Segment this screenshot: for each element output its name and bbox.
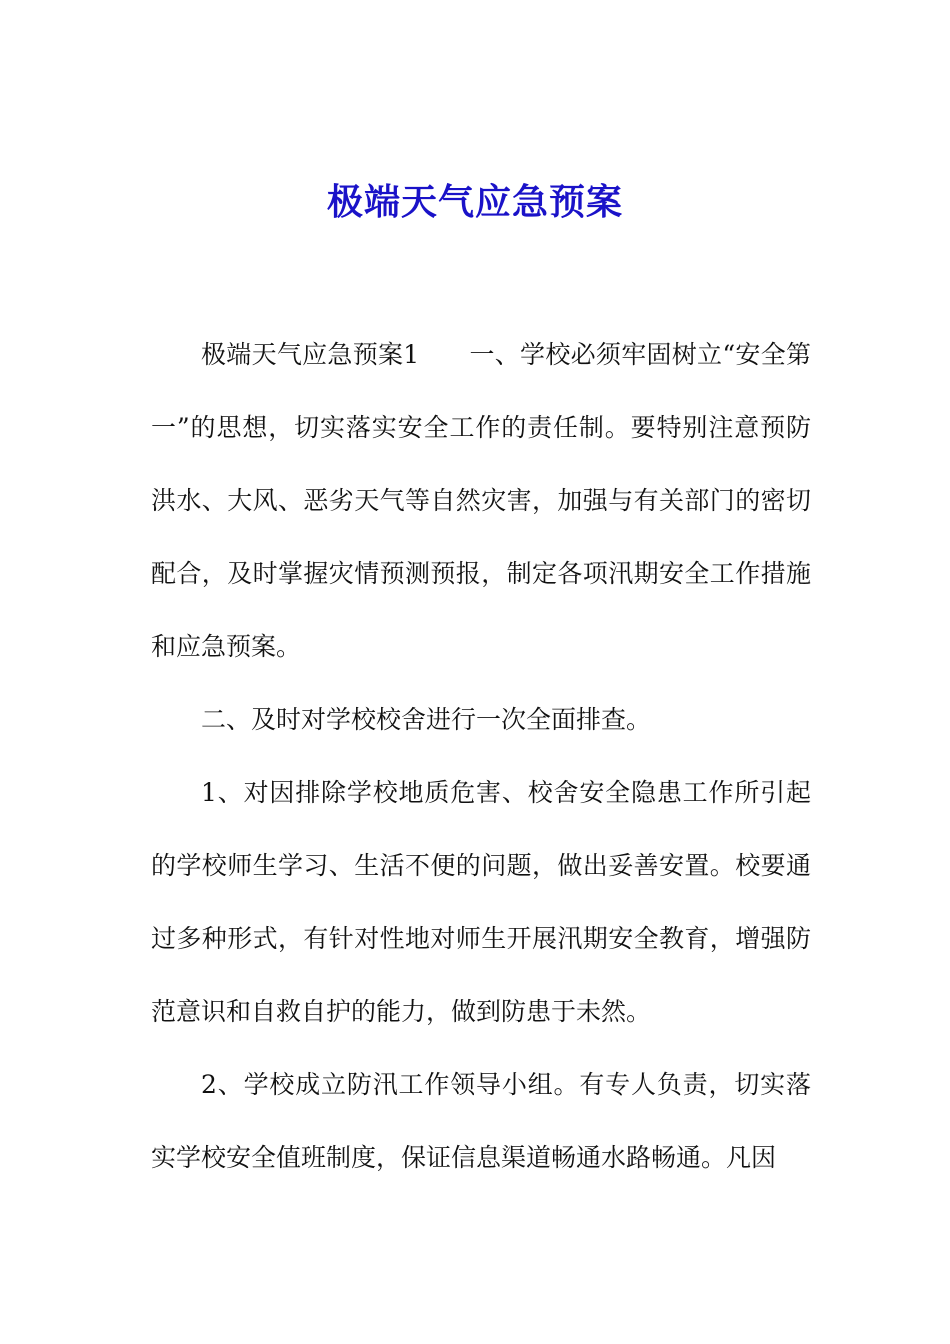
section-label: 极端天气应急预案1 (201, 340, 420, 369)
document-title: 极端天气应急预案 (326, 181, 623, 223)
paragraph-2: 二、及时对学校校舍进行一次全面排查。 (201, 705, 652, 734)
paragraph-4: 2、学校成立防汛工作领导小组。有专人负责，切实落实学校安全值班制度，保证信息渠道畅通水路畅通。凡因 (151, 1070, 811, 1172)
paragraph-3: 1、对因排除学校地质危害、校舍安全隐患工作所引起的学校师生学习、生活不便的问题，做出妥善安置。校要通过多种形式，有针对性地对师生开展汛期安全教育，增强防范意识和自救自护的能力，做到防患于未然。 (151, 778, 811, 1026)
paragraph-1 (151, 318, 811, 683)
paragraph-1-text: 一、学校必须牢固树立“安全第一”的思想，切实落实安全工作的责任制。要特别注意预防洪水、大风、恶劣天气等自然灾害，加强与有关部门的密切配合，及时掌握灾情预测预报，制定各项汛期安全工作措施和应急预案。 (151, 340, 811, 661)
document-body (151, 318, 811, 1194)
